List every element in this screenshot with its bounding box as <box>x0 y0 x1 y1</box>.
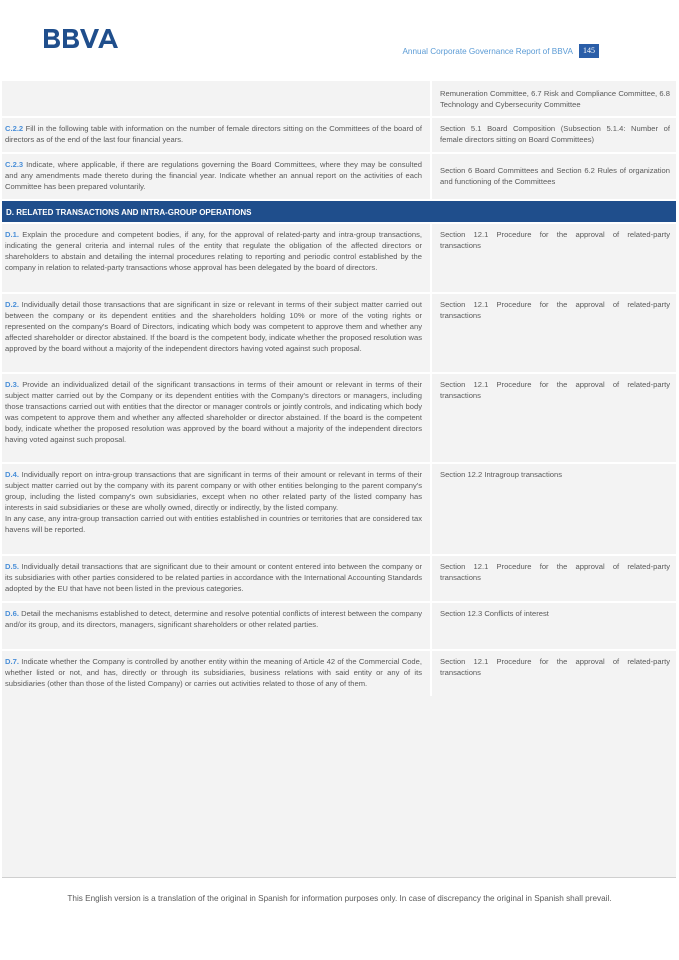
section-title: RELATED TRANSACTIONS AND INTRA-GROUP OPERATIONS <box>16 208 252 217</box>
question-code: C.2.2 <box>5 124 24 133</box>
question-code: D.2. <box>5 300 19 309</box>
report-title: Annual Corporate Governance Report of BBVA <box>402 46 573 56</box>
table-row <box>2 224 676 294</box>
footer-disclaimer: This English version is a translation of the original in Spanish for information purposes only. In case of discrepancy the original in Spanish shall prevail. <box>67 894 612 903</box>
question-cell <box>2 81 430 116</box>
question-cell <box>2 154 430 199</box>
question-text: Individually detail those transactions that are significant in size or relevant in terms of their subject matter carried out between the company or its dependent entities and the shareholders holding 10% or more of the voting rights or represented on the company's Board of Directors, indicating which body was competent to approve them and whether any affected shareholder or director abstained. If the board is the competent body, indicate whether the proposed resolution was approved by the board without a majority of the independent directors having voted against such proposal. <box>5 300 422 353</box>
question-text: Indicate, where applicable, if there are regulations governing the Board Committees, where they may be consulted and any amendments made thereto during the financial year. Indicate whether an annual report on the activities of each Committee has been prepared voluntarily. <box>5 160 422 191</box>
question-cell <box>2 603 430 649</box>
page-header <box>402 44 599 58</box>
table-row <box>2 118 676 154</box>
question-cell <box>2 374 430 462</box>
reference-cell: Section 12.1 Procedure for the approval of related-party transactions <box>430 224 676 292</box>
question-cell <box>2 556 430 601</box>
question-text: Fill in the following table with information on the number of female directors sitting on the Committees of the board of directors as of the end of the last four financial years. <box>5 124 422 144</box>
reference-cell: Section 12.2 Intragroup transactions <box>430 464 676 554</box>
table-row <box>2 81 676 118</box>
question-code: D.6. <box>5 609 19 618</box>
question-text: Individually report on intra-group transactions that are significant in terms of their amount or relevant in terms of their subject matter carried out by the company with its parent company or with other entities belonging to the parent company's group, including the listed company's own subsidiaries, except when no other related party of the listed company has interests in said subsidiaries or these are wholly owned, directly or indirectly, by the listed company. <box>5 470 422 512</box>
section-code: D. <box>6 208 14 217</box>
question-code: D.5. <box>5 562 19 571</box>
question-cell <box>2 464 430 554</box>
question-cell <box>2 294 430 372</box>
reference-cell: Remuneration Committee, 6.7 Risk and Compliance Committee, 6.8 Technology and Cybersecurity Committee <box>430 81 676 116</box>
reference-cell: Section 12.1 Procedure for the approval of related-party transactions <box>430 294 676 372</box>
question-cell <box>2 224 430 292</box>
question-code: C.2.3 <box>5 160 24 169</box>
question-text: Explain the procedure and competent bodies, if any, for the approval of related-party and intra-group transactions, indicating the general criteria and internal rules of the entity that regulate the obligation of the affected directors or shareholders to abstain and detailing the internal procedures relating to reporting and periodic control established by the company in relation to related-party transactions whose approval has been delegated by the board of directors. <box>5 230 422 272</box>
table-row <box>2 556 676 603</box>
question-text: Individually detail transactions that are significant due to their amount or content entered into between the company or its subsidiaries with other parties considered to be related parties in accordance with the International Accounting Standards adopted by the EU that have not been listed in the previous categories. <box>5 562 422 593</box>
reference-cell: Section 5.1 Board Composition (Subsection 5.1.4: Number of female directors sitting on Board Committees) <box>430 118 676 152</box>
question-cell <box>2 118 430 152</box>
reference-cell: Section 12.1 Procedure for the approval of related-party transactions <box>430 651 676 696</box>
question-text-continued: In any case, any intra-group transaction carried out with entities established in countries or territories that are considered tax havens will be reported. <box>5 513 422 534</box>
table-row <box>2 603 676 651</box>
question-text: Indicate whether the Company is controlled by another entity within the meaning of Article 42 of the Commercial Code, whether listed or not, and has, directly or through its subsidiaries, business relations with said entity or any of its subsidiaries (other than those of the listed Company) or carries out activities related to those of any of them. <box>5 657 422 688</box>
question-text: Detail the mechanisms established to detect, determine and resolve potential conflicts of interest between the company and/or its group, and its directors, managers, significant shareholders or other related parties. <box>5 609 422 629</box>
table-row <box>2 154 676 201</box>
question-code: D.7. <box>5 657 19 666</box>
reference-cell: Section 6 Board Committees and Section 6.2 Rules of organization and functioning of the Committees <box>430 154 676 199</box>
question-code: D.1. <box>5 230 19 239</box>
question-code: D.3. <box>5 380 19 389</box>
reference-cell: Section 12.1 Procedure for the approval of related-party transactions <box>430 556 676 601</box>
table-row <box>2 464 676 556</box>
question-cell <box>2 651 430 696</box>
table-row <box>2 651 676 696</box>
table-row <box>2 294 676 374</box>
table-row <box>2 374 676 464</box>
page-number: 145 <box>579 44 599 58</box>
reference-cell: Section 12.1 Procedure for the approval of related-party transactions <box>430 374 676 462</box>
question-code: D.4. <box>5 470 19 479</box>
content-table <box>2 81 676 878</box>
section-header-d <box>2 201 676 224</box>
reference-cell: Section 12.3 Conflicts of interest <box>430 603 676 649</box>
question-text: Provide an individualized detail of the significant transactions in terms of their amount or relevant in terms of their subject matter carried out by the Company or its dependent entities with the Company's directors or managers, including those transactions carried out with entities that the director or manager controls or jointly controls, and indicating which body was competent to approve them and whether any affected shareholder or director abstained. If the board is the competent body, indicate whether the proposed resolution was approved by the board without a majority of the independent directors having voted against such proposal. <box>5 380 422 444</box>
bbva-logo-mark <box>43 27 119 49</box>
bbva-logo <box>43 27 119 49</box>
